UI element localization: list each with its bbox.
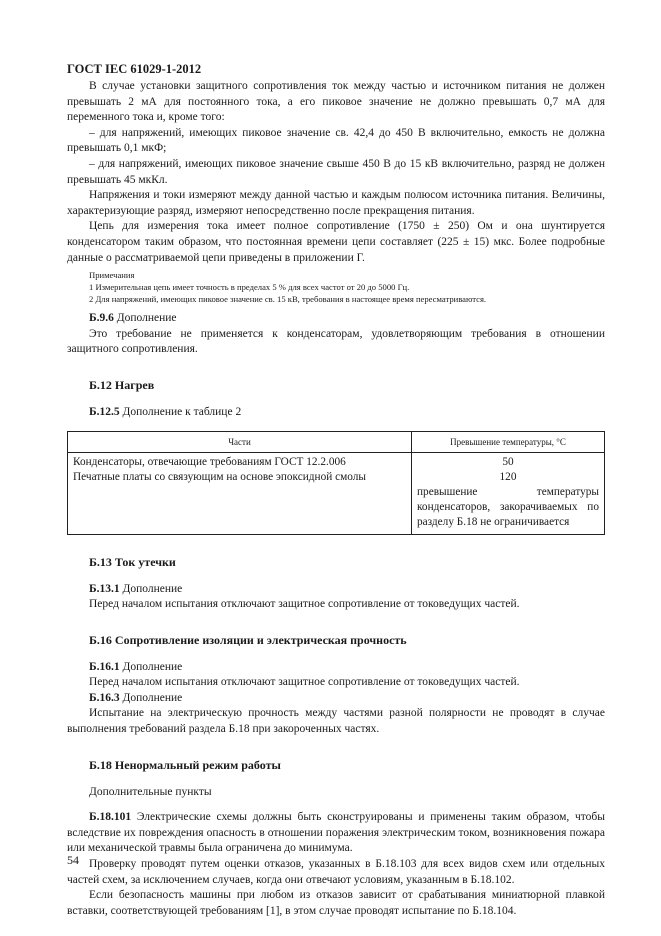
clause-label: Дополнение — [113, 312, 177, 325]
table-value: 120 — [499, 470, 517, 483]
clause-b96 — [67, 311, 605, 327]
paragraph: – для напряжений, имеющих пиковое значение св. 42,4 до 450 В включительно, емкость не должна превышать 0,1 мкФ; — [67, 126, 605, 155]
paragraph: Это требование не применяется к конденсаторам, удовлетворяющим требования в отношении защитного сопротивления. — [67, 327, 605, 356]
paragraph: Цепь для измерения тока имеет полное сопротивление (1750 ± 250) Ом и она шунтируется конденсатором таким образом, что постоянная времени цепи составляет (225 ± 15) мкс. Более подробные данные о рассматриваемой цепи приведены в приложении Г. — [67, 220, 605, 264]
page-content — [67, 62, 605, 919]
temperature-table — [67, 431, 605, 535]
paragraph: Напряжения и токи измеряют между данной частью и каждым полюсом источника питания. Величины, характеризующие разряд, измеряют непосредственно после прекращения питания. — [67, 189, 605, 217]
table-value-note: превышение температуры конденсаторов, закорачиваемых по разделу Б.18 не ограничивается — [417, 485, 599, 528]
paragraph: Испытание на электрическую прочность между частями разной полярности не проводят в случае выполнения требований раздела Б.18 при закороченных частях. — [67, 707, 605, 736]
clause-number: Б.16.3 — [89, 691, 120, 704]
paragraph: Проверку проводят путем оценки отказов, указанных в Б.18.103 для всех видов схем или отдельных частей схем, за исключением случаев, когда они отвечают условиям, указанным в Б.18.102. — [67, 858, 605, 886]
section-heading-b12: Б.12 Нагрев — [89, 377, 155, 392]
table-value: 50 — [502, 455, 514, 468]
section-heading-b13: Б.13 Ток утечки — [89, 554, 176, 569]
clause-number: Б.18.101 — [89, 811, 132, 824]
table-part: Конденсаторы, отвечающие требованиям ГОСТ 12.2.006 — [73, 455, 346, 468]
clause-b131 — [67, 582, 605, 598]
table-header-temperature: Превышение температуры, °С — [412, 431, 605, 452]
paragraph: В случае установки защитного сопротивления ток между частью и источником питания не должен превышать 2 мА для постоянного тока, а его пиковое значение не должно превышать 0,7 мА для переменного тока и, кроме того: — [67, 80, 605, 124]
table-header-parts: Части — [68, 431, 412, 452]
note-2: 2 Для напряжений, имеющих пиковое значение св. 15 кВ, требования в настоящее время пересматриваются. — [89, 294, 487, 305]
table-cell-values — [412, 452, 605, 534]
clause-label: Дополнение — [119, 660, 183, 673]
paragraph: Перед началом испытания отключают защитное сопротивление от токоведущих частей. — [89, 598, 520, 611]
clause-number: Б.12.5 — [89, 405, 120, 418]
clause-text: Электрические схемы должны быть сконструированы и применены таким образом, чтобы вследствие их повреждения опасность в отношении поражения электрическим током, возникновения пожара или механической травмы была ограничена до минимума. — [67, 811, 605, 855]
note-1: 1 Измерительная цепь имеет точность в пределах 5 % для всех частот от 20 до 5000 Гц. — [89, 282, 410, 293]
clause-b125 — [67, 405, 605, 421]
clause-b161 — [67, 660, 605, 676]
paragraph: Дополнительные пункты — [89, 785, 212, 798]
clause-label: Дополнение — [119, 691, 183, 704]
notes-title: Примечания — [89, 270, 135, 281]
table-cell-parts — [68, 452, 412, 534]
table-part: Печатные платы со связующим на основе эпоксидной смолы — [73, 470, 367, 483]
paragraph: – для напряжений, имеющих пиковое значение свыше 450 В до 15 кВ включительно, разряд не должен превышать 45 мкКл. — [67, 157, 605, 186]
clause-number: Б.9.6 — [89, 312, 114, 325]
clause-b163 — [67, 691, 605, 707]
clause-label: Дополнение — [119, 582, 183, 595]
section-heading-b16: Б.16 Сопротивление изоляции и электрическая прочность — [89, 632, 407, 647]
clause-number: Б.16.1 — [89, 660, 120, 673]
paragraph: Перед началом испытания отключают защитное сопротивление от токоведущих частей. — [89, 676, 520, 689]
clause-label: Дополнение к таблице 2 — [119, 405, 242, 418]
page-number: 54 — [67, 853, 79, 867]
clause-number: Б.13.1 — [89, 582, 120, 595]
paragraph: Если безопасность машины при любом из отказов зависит от срабатывания миниатюрной плавкой вставки, соответствующей требованиям [1], в этом случае проводят испытание по Б.18.104. — [67, 889, 605, 917]
document-header: ГОСТ IEC 61029-1-2012 — [67, 62, 202, 76]
clause-b18101 — [67, 810, 605, 857]
section-heading-b18: Б.18 Ненормальный режим работы — [89, 757, 281, 772]
